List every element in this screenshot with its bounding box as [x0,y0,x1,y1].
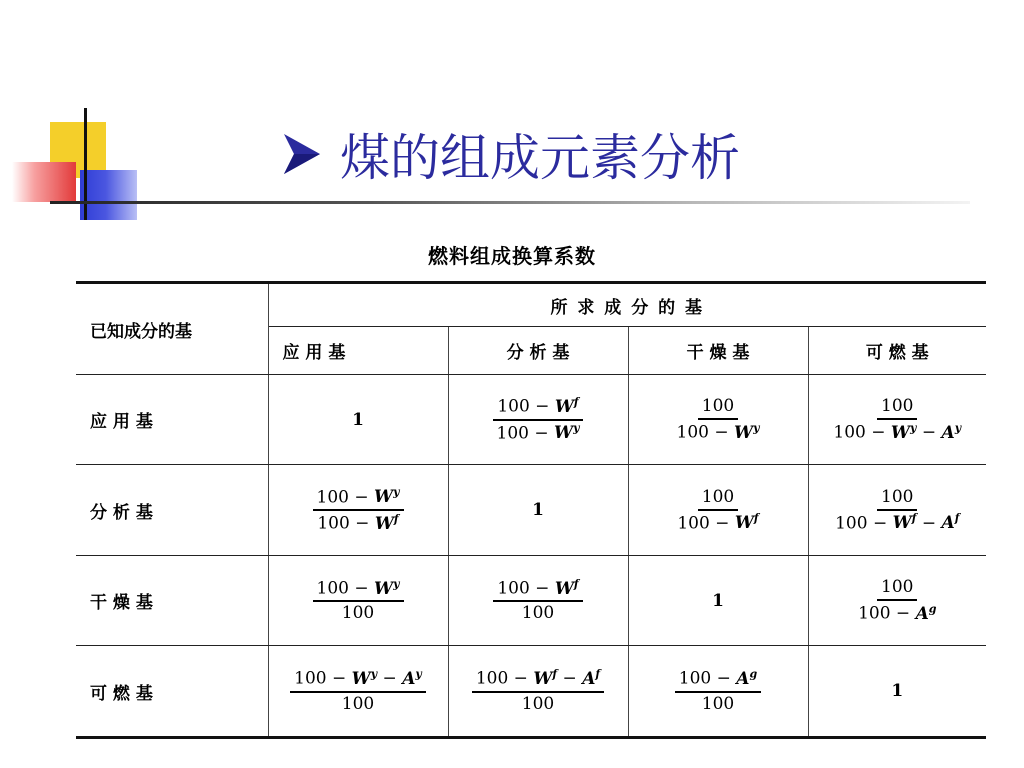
table-row [76,465,986,556]
fraction [493,396,584,443]
arrow-bullet-icon [282,132,322,176]
table-cell [448,556,628,646]
decor-blue-square [80,170,137,220]
fraction-numerator: 100 [877,578,917,601]
fraction-denominator: $100 - W^y - A^y$ [833,421,962,443]
table-cell [268,646,448,738]
fraction-denominator: $100 - W^y$ [496,421,580,444]
fraction [472,668,604,713]
fraction-numerator: 100 [698,488,738,511]
table-cell [808,375,986,465]
table-row [76,556,986,646]
row-label: 可 燃 基 [76,646,268,738]
table-cell [628,556,808,646]
cell-value: 1 [532,500,544,520]
fraction-denominator: $100 - W^f - A^f$ [835,511,960,534]
fraction [313,578,404,623]
fraction-numerator: $100 - W^y$ [313,487,404,511]
header-row-group [76,283,986,327]
fraction-denominator: $100 - A^g$ [858,602,937,624]
table-cell [808,556,986,646]
fraction-numerator: $100 - W^y - A^y$ [290,668,426,692]
table-row [76,375,986,465]
column-header: 分 析 基 [448,327,628,375]
fraction [290,668,426,713]
cell-value: 1 [712,590,724,611]
column-header: 可 燃 基 [808,327,986,375]
table-caption: 燃料组成换算系数 [428,244,596,268]
table-cell [448,465,628,556]
fraction-denominator: 100 [521,693,555,714]
table-cell [628,646,808,738]
table-cell [268,556,448,646]
title-underline [50,201,970,204]
fraction-denominator: 100 [341,603,375,624]
fraction [831,488,963,533]
fraction-denominator: $100 - W^y$ [676,421,760,443]
fraction [313,487,404,534]
table-cell [808,646,986,738]
table-cell [268,375,448,465]
fraction-numerator: $100 - W^y$ [313,578,404,602]
fraction [493,578,582,623]
fraction-denominator: 100 [701,693,735,714]
fraction-denominator: 100 [521,603,555,624]
fraction [829,397,965,442]
cell-value: 1 [891,681,904,701]
slide-title [282,118,740,190]
fraction-denominator: 100 [341,693,375,714]
table-cell [268,465,448,556]
table-row [76,646,986,738]
slide-title-text: 煤的组成元素分析 [340,129,740,187]
table-cell [448,375,628,465]
table-cell [628,465,808,556]
fraction-numerator: 100 [698,397,738,420]
column-header: 应 用 基 [268,327,448,375]
fraction-numerator: 100 [877,488,917,511]
fraction-numerator: $100 - W^f$ [493,578,582,602]
fraction-denominator: $100 - W^f$ [677,511,759,534]
row-label: 干 燥 基 [76,556,268,646]
fraction-numerator: $100 - A^g$ [675,668,761,692]
fraction [673,488,762,533]
table-cell [448,646,628,738]
fraction [675,668,761,713]
decor-red-gradient-bar [12,162,76,202]
fraction-denominator: $100 - W^f$ [317,512,399,534]
fraction-numerator: $100 - W^f - A^f$ [472,668,604,692]
fraction-numerator: 100 [877,397,917,420]
fraction [673,397,764,442]
corner-header: 已知成分的基 [76,283,268,375]
cell-value: 1 [352,409,364,430]
fraction [854,578,940,623]
group-header: 所 求 成 分 的 基 [268,283,986,327]
conversion-table [76,281,986,739]
row-label: 应 用 基 [76,375,268,465]
fraction-numerator: $100 - W^f$ [493,396,582,420]
row-label: 分 析 基 [76,465,268,556]
table-cell [628,375,808,465]
table-cell [808,465,986,556]
column-header: 干 燥 基 [628,327,808,375]
